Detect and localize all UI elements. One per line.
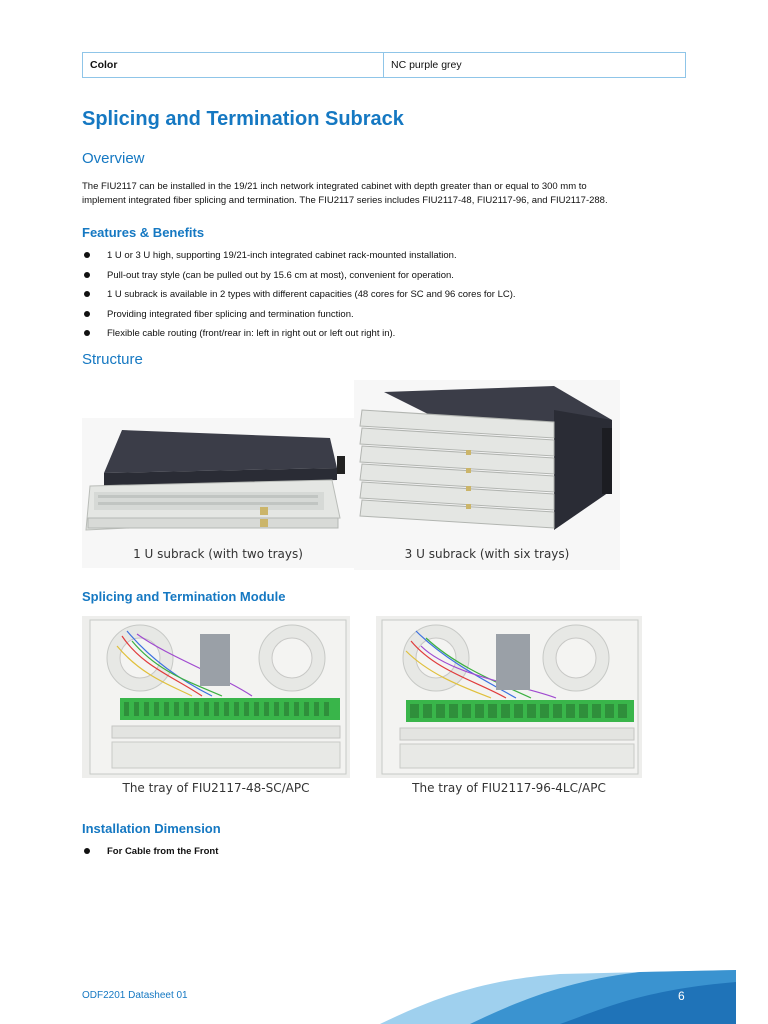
features-list xyxy=(82,246,702,344)
bullet-icon xyxy=(84,252,90,258)
caption-tray-48: The tray of FIU2117-48-SC/APC xyxy=(122,781,310,795)
bullet-icon xyxy=(84,330,90,336)
caption-3u: 3 U subrack (with six trays) xyxy=(404,547,570,561)
features-heading: Features & Benefits xyxy=(82,225,205,240)
module-heading: Splicing and Termination Module xyxy=(82,589,286,604)
overview-line-1: The FIU2117 can be installed in the 19/21 inch network integrated cabinet with depth greater than or equal to 300 mm to xyxy=(82,181,587,192)
spec-key-color: Color xyxy=(83,53,384,77)
installation-item: For Cable from the Front xyxy=(82,842,482,862)
spec-table xyxy=(82,52,686,78)
subrack-1u-image xyxy=(82,418,354,568)
feature-item: 1 U or 3 U high, supporting 19/21-inch integrated cabinet rack-mounted installation. xyxy=(82,246,702,266)
bullet-icon xyxy=(84,311,90,317)
caption-tray-96: The tray of FIU2117-96-4LC/APC xyxy=(412,781,606,795)
feature-item: Pull-out tray style (can be pulled out by 15.6 cm at most), convenient for operation. xyxy=(82,266,702,286)
subrack-3u-image xyxy=(354,380,620,570)
overview-heading: Overview xyxy=(82,150,145,167)
bullet-icon xyxy=(84,848,90,854)
overview-line-2: implement integrated fiber splicing and termination. The FIU2117 series includes FIU2117-48, FIU2117-96, and FIU2117-288. xyxy=(82,195,608,206)
overview-text xyxy=(82,180,722,208)
footer-doc-title: ODF2201 Datasheet 01 xyxy=(82,990,188,1001)
installation-heading: Installation Dimension xyxy=(82,821,221,836)
installation-list xyxy=(82,842,482,862)
structure-heading: Structure xyxy=(82,351,143,368)
page-number: 6 xyxy=(678,989,685,1003)
bullet-icon xyxy=(84,291,90,297)
tray-48-sc-image xyxy=(82,616,350,778)
spec-value-color: NC purple grey xyxy=(391,59,462,71)
feature-item: Providing integrated fiber splicing and termination function. xyxy=(82,305,702,325)
caption-1u: 1 U subrack (with two trays) xyxy=(133,547,303,561)
section-title: Splicing and Termination Subrack xyxy=(82,108,404,130)
tray-96-lc-image xyxy=(376,616,642,778)
feature-item: 1 U subrack is available in 2 types with different capacities (48 cores for SC and 96 cores for LC). xyxy=(82,285,702,305)
feature-item: Flexible cable routing (front/rear in: left in right out or left out right in). xyxy=(82,324,702,344)
bullet-icon xyxy=(84,272,90,278)
